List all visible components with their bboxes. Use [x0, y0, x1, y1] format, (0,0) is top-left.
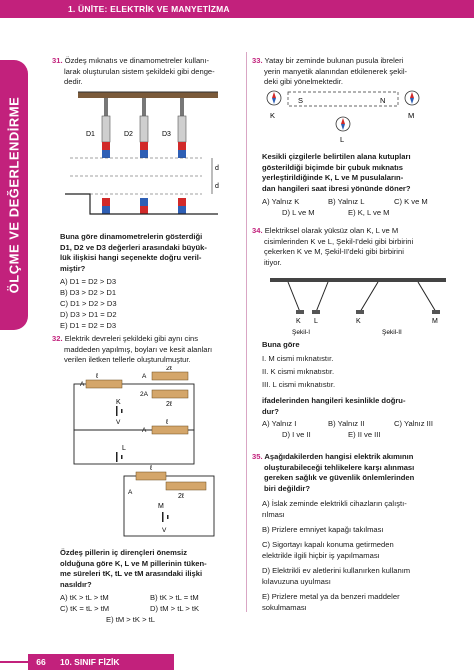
- question-31-options: [60, 276, 246, 331]
- option-d[interactable]: D) D3 > D1 = D2: [60, 310, 117, 319]
- question-33-options: [262, 196, 458, 218]
- question-34-statements: I. M cismi mıknatıstır. II. K cismi mıknatıstır. III. L cismi mıknatıstır.: [262, 354, 336, 389]
- question-number: 33.: [252, 56, 263, 65]
- svg-text:2A: 2A: [140, 391, 148, 398]
- svg-text:M: M: [158, 503, 164, 510]
- option-b[interactable]: B) tK > tL = tM: [150, 593, 199, 602]
- compass-m: [405, 91, 419, 105]
- dynamometer-figure: [60, 90, 230, 230]
- svg-text:K: K: [356, 318, 361, 325]
- question-34-prompt: Buna göre: [262, 340, 300, 349]
- option-c[interactable]: C) D1 > D2 > D3: [60, 299, 117, 308]
- option-a[interactable]: A) tK > tL > tM: [60, 593, 109, 602]
- option-b[interactable]: B) Yalnız II: [328, 419, 365, 428]
- option-e[interactable]: E) II ve III: [348, 430, 381, 439]
- label-d2: D2: [124, 131, 133, 138]
- svg-text:A: A: [128, 489, 133, 496]
- page-number: 66: [28, 654, 54, 670]
- svg-text:A: A: [142, 373, 147, 380]
- svg-text:2ℓ: 2ℓ: [166, 366, 173, 372]
- option-c[interactable]: C) Sigortayı kapalı konuma getirmeden: [262, 540, 394, 549]
- question-33-prompt: Kesikli çizgilerle belirtilen alana kutupları gösterildiği biçimde bir çubuk mıknatıs yerleştirildiğinde K, L ve M pusulaların- dan hangileri saat ibresi yönünde döner?: [262, 152, 411, 193]
- svg-text:Şekil-II: Şekil-II: [382, 329, 402, 336]
- circuit-figure: [66, 366, 226, 544]
- option-a[interactable]: A) İslak zeminde elektrikli cihazların çalıştı-: [262, 499, 407, 508]
- question-number: 35.: [252, 452, 263, 461]
- option-a[interactable]: A) D1 = D2 > D3: [60, 277, 117, 286]
- option-c[interactable]: C) K ve M: [394, 197, 428, 206]
- compass-k: [267, 91, 281, 105]
- option-c[interactable]: C) Yalnız III: [394, 419, 433, 428]
- label-d3: D3: [162, 131, 171, 138]
- page-footer: [0, 648, 474, 670]
- compass-figure: [262, 90, 432, 152]
- svg-text:S: S: [298, 96, 304, 105]
- question-34: 34. Elektriksel olarak yüksüz olan K, L ve M cisimlerinden K ve L, Şekil-I'deki gibi birbirini çekerken K ve M, Şekil-II'deki gibi birbirini itiyor.: [252, 226, 414, 267]
- compass-l: [336, 117, 350, 131]
- svg-text:L: L: [340, 135, 345, 144]
- question-33: 33. Yatay bir zeminde bulunan pusula ibreleri yerin manyetik alanından etkilenerek şekil- deki gibi yönelmektedir.: [252, 56, 408, 86]
- option-d[interactable]: D) tM > tL > tK: [150, 604, 200, 613]
- sidebar-label: ÖLÇME VE DEĞERLENDİRME: [6, 96, 22, 294]
- option-d[interactable]: D) L ve M: [282, 208, 315, 217]
- question-35-options: A) İslak zeminde elektrikli cihazların çalıştı- rılması B) Prizlere emniyet kapağı takılması C) Sigortayı kapalı konuma getirmeden elektrikle ilgili hiçbir iş yapılmaması D) Elektrikli ev aletlerini kullanırken kullanım kılavuzuna uyulması E) Prizlere metal ya da benzeri maddeler sokulmaması: [262, 498, 458, 613]
- question-number: 34.: [252, 226, 263, 235]
- svg-text:M: M: [408, 111, 415, 120]
- option-a[interactable]: A) Yalnız K: [262, 197, 300, 206]
- option-e[interactable]: E) Prizlere metal ya da benzeri maddeler: [262, 592, 400, 601]
- question-number: 32.: [52, 334, 63, 343]
- svg-text:V: V: [116, 419, 121, 426]
- attraction-figure: [268, 276, 448, 338]
- question-31: 31. Özdeş mıknatıs ve dinamometreler kullanı- larak oluşturulan sistem şekildeki gibi denge- dedir.: [52, 56, 215, 86]
- label-d1: D1: [86, 131, 95, 138]
- svg-text:ℓ: ℓ: [166, 419, 169, 426]
- question-35: 35. Aşağıdakilerden hangisi elektrik akımının oluşturabileceği tehlikelere karşı alınması gereken sağlık ve güvenlik önlemlerinden biri değildir?: [252, 452, 415, 493]
- option-c[interactable]: C) tK = tL > tM: [60, 604, 110, 613]
- svg-text:A: A: [80, 381, 85, 388]
- option-d[interactable]: D) I ve II: [282, 430, 311, 439]
- svg-text:ℓ: ℓ: [96, 373, 99, 380]
- option-a[interactable]: A) Yalnız I: [262, 419, 297, 428]
- option-e[interactable]: E) K, L ve M: [348, 208, 390, 217]
- svg-text:M: M: [432, 318, 438, 325]
- option-e[interactable]: E) D1 = D2 = D3: [60, 321, 117, 330]
- footer-label: 10. SINIF FİZİK: [54, 654, 174, 670]
- option-b[interactable]: B) D3 > D2 > D1: [60, 288, 117, 297]
- option-e[interactable]: E) tM > tK > tL: [106, 615, 155, 624]
- svg-text:N: N: [380, 96, 386, 105]
- svg-text:ℓ: ℓ: [150, 465, 153, 472]
- svg-text:L: L: [122, 445, 126, 452]
- svg-text:A: A: [142, 427, 147, 434]
- svg-text:L: L: [314, 318, 318, 325]
- dynamometer-d3: [178, 98, 186, 158]
- dynamometer-d2: [140, 98, 148, 158]
- svg-text:d: d: [215, 183, 219, 190]
- question-31-prompt: Buna göre dinamometrelerin gösterdiği D1, D2 ve D3 değerleri arasındaki büyük- lük ilişkisi hangi seçenekte doğru veril- miştir?: [60, 232, 207, 273]
- svg-text:K: K: [296, 318, 301, 325]
- option-b[interactable]: B) Prizlere emniyet kapağı takılması: [262, 525, 384, 534]
- svg-text:K: K: [116, 399, 121, 406]
- question-34-prompt2: ifadelerinden hangileri kesinlikle doğru- dur?: [262, 396, 406, 416]
- svg-text:2ℓ: 2ℓ: [166, 401, 173, 408]
- svg-text:Şekil-I: Şekil-I: [292, 329, 311, 336]
- svg-text:d: d: [215, 165, 219, 172]
- question-number: 31.: [52, 56, 63, 65]
- page-header: [0, 0, 474, 18]
- unit-title: 1. ÜNİTE: ELEKTRİK VE MANYETİZMA: [58, 0, 474, 18]
- column-divider: [246, 52, 247, 612]
- option-d[interactable]: D) Elektrikli ev aletlerini kullanırken kullanım: [262, 566, 411, 575]
- question-32: 32. Elektrik devreleri şekildeki gibi aynı cins maddeden yapılmış, boyları ve kesit alanları verilen iletken tellerle oluşturulmuştur.: [52, 334, 213, 364]
- section-sidebar: [0, 60, 28, 330]
- option-b[interactable]: B) Yalnız L: [328, 197, 365, 206]
- svg-text:K: K: [270, 111, 276, 120]
- svg-text:2ℓ: 2ℓ: [178, 493, 185, 500]
- question-32-prompt: Özdeş pillerin iç dirençleri önemsiz olduğuna göre K, L ve M pillerinin tüken- me süreleri tK, tL ve tM arasındaki ilişki nasıldır?: [60, 548, 207, 589]
- question-34-options: [262, 418, 458, 440]
- question-32-options: [60, 592, 246, 625]
- svg-text:V: V: [162, 527, 167, 534]
- dynamometer-d1: [102, 98, 110, 158]
